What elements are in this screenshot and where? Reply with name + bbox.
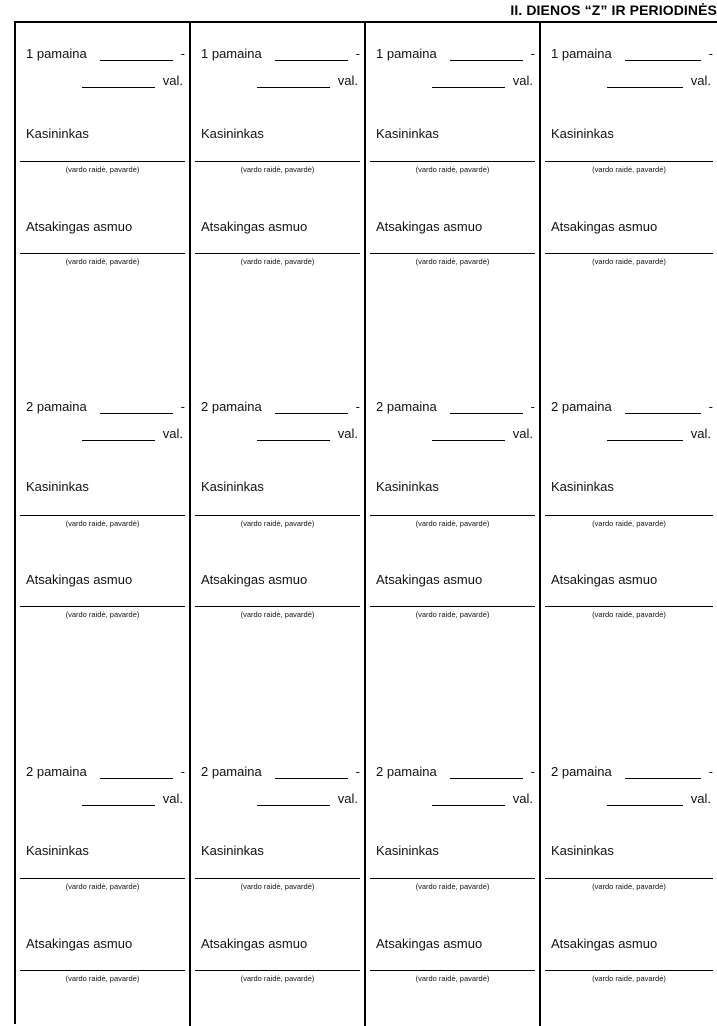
cashier-name-hint: (vardo raidė, pavardė) — [592, 519, 666, 528]
cashier-signature-line[interactable] — [545, 515, 713, 516]
shift-end-time-field[interactable] — [257, 440, 330, 441]
shift-block — [366, 23, 539, 377]
shift-label: 2 pamaina — [201, 764, 262, 779]
responsible-person-label: Atsakingas asmuo — [26, 219, 133, 234]
cashier-signature-line[interactable] — [370, 878, 535, 879]
responsible-signature-line[interactable] — [370, 253, 535, 254]
shift-row — [201, 764, 360, 784]
cashier-signature-line[interactable] — [20, 515, 185, 516]
shift-block — [191, 23, 364, 377]
cashier-signature-line[interactable] — [370, 515, 535, 516]
cashier-label: Kasininkas — [201, 479, 264, 494]
cashier-label: Kasininkas — [26, 126, 89, 141]
hours-unit-label: val. — [162, 73, 183, 88]
time-range-dash: - — [180, 764, 185, 779]
responsible-name-hint: (vardo raidė, pavardė) — [240, 610, 315, 619]
form-column-1 — [16, 23, 191, 1026]
cashier-name-hint: (vardo raidė, pavardė) — [592, 882, 666, 891]
shift-label: 2 pamaina — [376, 764, 437, 779]
shift-row — [551, 764, 713, 784]
shift-end-time-field[interactable] — [432, 805, 505, 806]
shift-start-time-field[interactable] — [450, 60, 523, 61]
hours-unit-label: val. — [690, 73, 711, 88]
shift-end-time-field[interactable] — [257, 87, 330, 88]
shift-label: 2 pamaina — [376, 399, 437, 414]
time-range-dash: - — [708, 46, 713, 61]
hours-row — [26, 791, 185, 811]
responsible-person-label: Atsakingas asmuo — [551, 572, 658, 587]
shift-label: 2 pamaina — [551, 764, 612, 779]
shift-report-form — [14, 21, 717, 1024]
shift-row — [551, 399, 713, 419]
shift-start-time-field[interactable] — [100, 413, 173, 414]
responsible-signature-line[interactable] — [370, 970, 535, 971]
cashier-signature-line[interactable] — [20, 878, 185, 879]
responsible-person-label: Atsakingas asmuo — [551, 219, 658, 234]
cashier-name-hint: (vardo raidė, pavardė) — [240, 882, 315, 891]
shift-row — [376, 46, 535, 66]
cashier-label: Kasininkas — [26, 479, 89, 494]
time-range-dash: - — [530, 46, 535, 61]
shift-block — [191, 742, 364, 1026]
hours-row — [26, 426, 185, 446]
responsible-signature-line[interactable] — [370, 606, 535, 607]
time-range-dash: - — [530, 399, 535, 414]
shift-end-time-field[interactable] — [607, 87, 683, 88]
shift-label: 1 pamaina — [201, 46, 262, 61]
cashier-name-hint: (vardo raidė, pavardė) — [415, 882, 490, 891]
hours-unit-label: val. — [337, 426, 358, 441]
hours-row — [551, 73, 713, 93]
cashier-name-hint: (vardo raidė, pavardė) — [415, 165, 490, 174]
shift-row — [551, 46, 713, 66]
time-range-dash: - — [180, 399, 185, 414]
shift-end-time-field[interactable] — [432, 440, 505, 441]
responsible-person-label: Atsakingas asmuo — [376, 219, 483, 234]
shift-end-time-field[interactable] — [432, 87, 505, 88]
shift-start-time-field[interactable] — [275, 413, 348, 414]
shift-row — [26, 46, 185, 66]
responsible-person-label: Atsakingas asmuo — [201, 936, 308, 951]
responsible-person-label: Atsakingas asmuo — [26, 572, 133, 587]
shift-label: 2 pamaina — [201, 399, 262, 414]
hours-unit-label: val. — [512, 426, 533, 441]
responsible-signature-line[interactable] — [545, 253, 713, 254]
shift-label: 2 pamaina — [26, 399, 87, 414]
form-column-3 — [366, 23, 541, 1026]
shift-row — [26, 399, 185, 419]
shift-end-time-field[interactable] — [82, 805, 155, 806]
cashier-label: Kasininkas — [201, 126, 264, 141]
hours-row — [376, 426, 535, 446]
responsible-person-label: Atsakingas asmuo — [26, 936, 133, 951]
shift-start-time-field[interactable] — [100, 60, 173, 61]
cashier-label: Kasininkas — [376, 843, 439, 858]
cashier-name-hint: (vardo raidė, pavardė) — [65, 882, 140, 891]
cashier-signature-line[interactable] — [545, 161, 713, 162]
cashier-name-hint: (vardo raidė, pavardė) — [592, 165, 666, 174]
responsible-signature-line[interactable] — [20, 606, 185, 607]
time-range-dash: - — [530, 764, 535, 779]
cashier-name-hint: (vardo raidė, pavardė) — [65, 519, 140, 528]
shift-row — [376, 399, 535, 419]
responsible-signature-line[interactable] — [195, 606, 360, 607]
cashier-label: Kasininkas — [551, 843, 614, 858]
hours-unit-label: val. — [337, 73, 358, 88]
cashier-label: Kasininkas — [376, 479, 439, 494]
time-range-dash: - — [355, 764, 360, 779]
section-title: II. DIENOS “Z” IR PERIODINĖS — [510, 2, 717, 18]
hours-row — [551, 426, 713, 446]
responsible-name-hint: (vardo raidė, pavardė) — [415, 610, 490, 619]
shift-row — [201, 46, 360, 66]
cashier-signature-line[interactable] — [545, 878, 713, 879]
hours-row — [201, 791, 360, 811]
responsible-name-hint: (vardo raidė, pavardė) — [65, 974, 140, 983]
hours-unit-label: val. — [690, 426, 711, 441]
responsible-signature-line[interactable] — [20, 970, 185, 971]
cashier-name-hint: (vardo raidė, pavardė) — [415, 519, 490, 528]
shift-label: 1 pamaina — [551, 46, 612, 61]
responsible-name-hint: (vardo raidė, pavardė) — [240, 257, 315, 266]
cashier-label: Kasininkas — [551, 126, 614, 141]
responsible-name-hint: (vardo raidė, pavardė) — [592, 610, 666, 619]
form-column-4 — [541, 23, 717, 1026]
hours-unit-label: val. — [162, 791, 183, 806]
shift-start-time-field[interactable] — [275, 778, 348, 779]
hours-row — [551, 791, 713, 811]
cashier-signature-line[interactable] — [195, 161, 360, 162]
shift-row — [26, 764, 185, 784]
hours-unit-label: val. — [512, 791, 533, 806]
hours-unit-label: val. — [337, 791, 358, 806]
cashier-name-hint: (vardo raidė, pavardė) — [65, 165, 140, 174]
shift-end-time-field[interactable] — [82, 440, 155, 441]
responsible-name-hint: (vardo raidė, pavardė) — [592, 257, 666, 266]
shift-label: 2 pamaina — [551, 399, 612, 414]
hours-row — [201, 426, 360, 446]
shift-start-time-field[interactable] — [450, 778, 523, 779]
cashier-signature-line[interactable] — [20, 161, 185, 162]
cashier-signature-line[interactable] — [370, 161, 535, 162]
responsible-name-hint: (vardo raidė, pavardė) — [592, 974, 666, 983]
hours-unit-label: val. — [162, 426, 183, 441]
shift-block — [16, 377, 189, 742]
cashier-label: Kasininkas — [551, 479, 614, 494]
hours-row — [26, 73, 185, 93]
time-range-dash: - — [355, 46, 360, 61]
hours-row — [376, 73, 535, 93]
responsible-name-hint: (vardo raidė, pavardė) — [65, 257, 140, 266]
shift-block — [191, 377, 364, 742]
shift-start-time-field[interactable] — [100, 778, 173, 779]
form-column-2 — [191, 23, 366, 1026]
shift-start-time-field[interactable] — [450, 413, 523, 414]
responsible-signature-line[interactable] — [545, 970, 713, 971]
responsible-name-hint: (vardo raidė, pavardė) — [65, 610, 140, 619]
time-range-dash: - — [355, 399, 360, 414]
cashier-label: Kasininkas — [26, 843, 89, 858]
hours-unit-label: val. — [512, 73, 533, 88]
hours-row — [201, 73, 360, 93]
hours-row — [376, 791, 535, 811]
shift-block — [16, 23, 189, 377]
shift-block — [16, 742, 189, 1026]
hours-unit-label: val. — [690, 791, 711, 806]
shift-label: 1 pamaina — [376, 46, 437, 61]
shift-label: 1 pamaina — [26, 46, 87, 61]
shift-block — [366, 742, 539, 1026]
responsible-signature-line[interactable] — [20, 253, 185, 254]
responsible-name-hint: (vardo raidė, pavardė) — [240, 974, 315, 983]
shift-start-time-field[interactable] — [625, 778, 701, 779]
cashier-name-hint: (vardo raidė, pavardė) — [240, 165, 315, 174]
shift-start-time-field[interactable] — [625, 60, 701, 61]
shift-block — [541, 377, 717, 742]
shift-block — [541, 23, 717, 377]
shift-row — [376, 764, 535, 784]
shift-end-time-field[interactable] — [82, 87, 155, 88]
responsible-person-label: Atsakingas asmuo — [201, 219, 308, 234]
cashier-name-hint: (vardo raidė, pavardė) — [240, 519, 315, 528]
time-range-dash: - — [708, 399, 713, 414]
responsible-signature-line[interactable] — [195, 253, 360, 254]
shift-end-time-field[interactable] — [257, 805, 330, 806]
shift-label: 2 pamaina — [26, 764, 87, 779]
responsible-signature-line[interactable] — [545, 606, 713, 607]
cashier-signature-line[interactable] — [195, 878, 360, 879]
responsible-person-label: Atsakingas asmuo — [201, 572, 308, 587]
shift-row — [201, 399, 360, 419]
responsible-name-hint: (vardo raidė, pavardė) — [415, 974, 490, 983]
responsible-person-label: Atsakingas asmuo — [376, 572, 483, 587]
time-range-dash: - — [708, 764, 713, 779]
responsible-signature-line[interactable] — [195, 970, 360, 971]
cashier-label: Kasininkas — [376, 126, 439, 141]
responsible-person-label: Atsakingas asmuo — [551, 936, 658, 951]
shift-end-time-field[interactable] — [607, 805, 683, 806]
responsible-person-label: Atsakingas asmuo — [376, 936, 483, 951]
shift-block — [541, 742, 717, 1026]
shift-block — [366, 377, 539, 742]
shift-start-time-field[interactable] — [275, 60, 348, 61]
responsible-name-hint: (vardo raidė, pavardė) — [415, 257, 490, 266]
time-range-dash: - — [180, 46, 185, 61]
shift-end-time-field[interactable] — [607, 440, 683, 441]
cashier-label: Kasininkas — [201, 843, 264, 858]
shift-start-time-field[interactable] — [625, 413, 701, 414]
cashier-signature-line[interactable] — [195, 515, 360, 516]
